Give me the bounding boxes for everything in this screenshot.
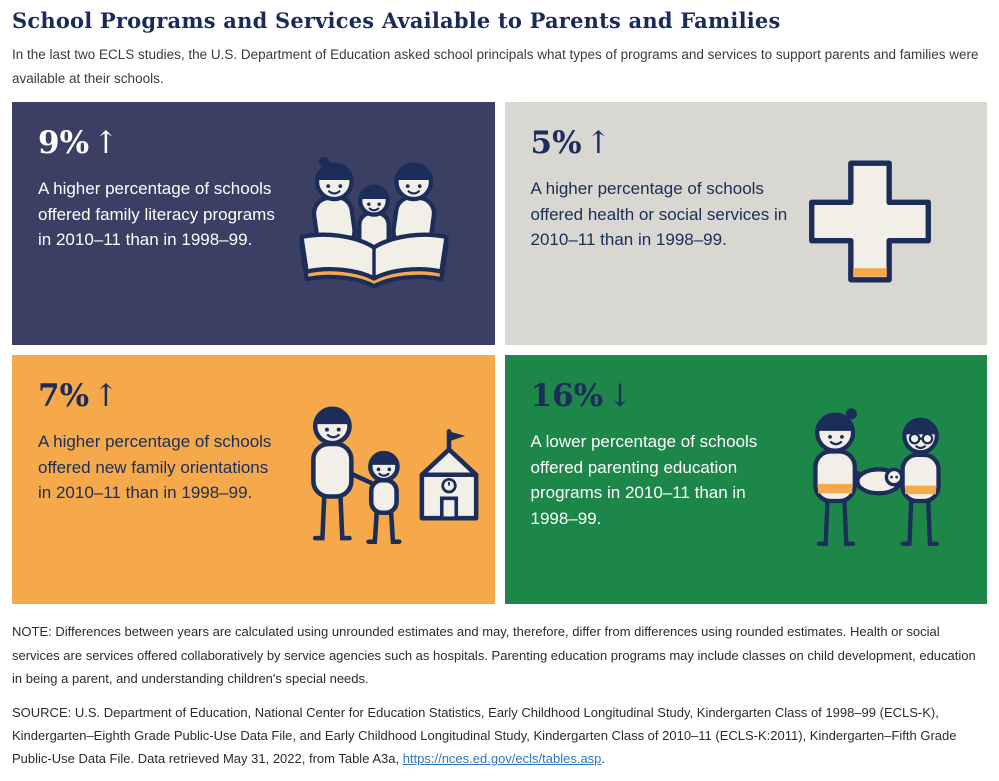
- source-period: .: [601, 750, 606, 766]
- health-cross-icon: [801, 152, 939, 295]
- parents-holding-baby-icon: [783, 392, 971, 567]
- intro-text: In the last two ECLS studies, the U.S. Department of Education asked school principals what types of programs and services to support parents and families were available at their schools.: [12, 47, 979, 86]
- stat-cards-grid: [12, 102, 987, 604]
- page-title: School Programs and Services Available to Parents and Families: [12, 8, 781, 33]
- card-description: A higher percentage of schools offered new family orientations in 2010–11 than in 1998–99.: [38, 432, 272, 503]
- card-parenting-education: [505, 355, 988, 604]
- source-link[interactable]: https://nces.ed.gov/ecls/tables.asp: [402, 750, 602, 766]
- stat-number: 9%: [38, 125, 90, 162]
- card-description: A higher percentage of schools offered health or social services in 2010–11 than in 1998–99.: [530, 179, 788, 250]
- card-description: A lower percentage of schools offered parenting education programs in 2010–11 than in 1998–99.: [530, 432, 758, 528]
- stat-value: [530, 378, 783, 415]
- card-text-block: [38, 378, 276, 506]
- card-description: A higher percentage of schools offered family literacy programs in 2010–11 than in 1998–99.: [38, 179, 275, 250]
- note-text: NOTE: Differences between years are calculated using unrounded estimates and may, therefore, differ from differences using rounded estimates. Health or social services are services offered collaboratively by service agencies such as hospitals. Parenting education programs may include classes on child development, education in being a parent, and understanding children's special needs.: [12, 624, 976, 687]
- card-text-block: [530, 125, 803, 253]
- down-arrow-icon: ↓: [607, 378, 634, 415]
- card-new-family-orientations: [12, 355, 495, 604]
- stat-number: 7%: [38, 378, 90, 415]
- up-arrow-icon: ↑: [93, 125, 120, 162]
- card-text-block: [530, 378, 783, 531]
- stat-value: [38, 378, 276, 415]
- up-arrow-icon: ↑: [93, 378, 120, 415]
- source-text: [12, 702, 987, 770]
- card-family-literacy: [12, 102, 495, 345]
- stat-value: [530, 125, 803, 162]
- up-arrow-icon: ↑: [585, 125, 612, 162]
- family-reading-book-icon: [279, 146, 469, 301]
- card-text-block: [38, 125, 276, 253]
- stat-number: 5%: [530, 125, 582, 162]
- source-body: SOURCE: U.S. Department of Education, National Center for Education Statistics, Early Childhood Longitudinal Study, Kindergarten Class of 1998–99 (ECLS-K), Kindergarten–Eighth Grade Public-Use Data File, and Early Childhood Longitudinal Study, Kindergarten Class of 2010–11 (ECLS-K:2011), Kindergarten–Fifth Grade Public-Use Data File. Data retrieved May 31, 2022, from Table A3a,: [12, 705, 957, 766]
- parent-child-school-icon: [279, 391, 487, 568]
- stat-number: 16%: [530, 378, 604, 415]
- stat-value: [38, 125, 276, 162]
- card-health-services: [505, 102, 988, 345]
